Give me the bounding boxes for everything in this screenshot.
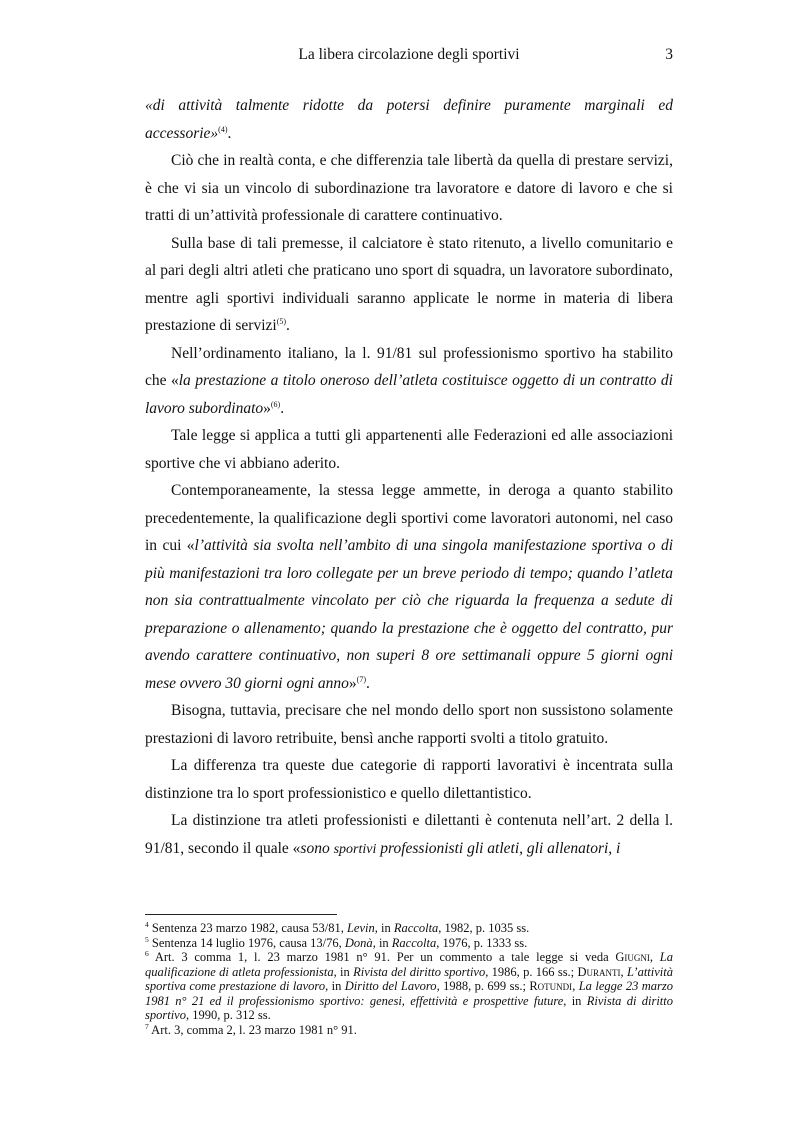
footnote-text: La legge 23 marzo 1981 n° 21 ed il professionismo sportivo: genesi, effettività e prospettive future [145, 979, 674, 1008]
footnote-separator [145, 914, 337, 915]
paragraph-text: La distinzione tra atleti professionisti e dilettanti è contenuta nell’art. 2 della l. 91/81, secondo il quale « [145, 812, 673, 857]
footnote-text: Raccolta [393, 921, 439, 935]
paragraph-text: . [227, 124, 232, 142]
paragraph-text: . [366, 674, 370, 692]
footnote-text: , in [372, 935, 392, 950]
paragraph-text: La differenza tra queste due categorie di rapporti lavorativi è incentrata sulla distinzione tra lo sport professionistico e quello dilettantistico. [145, 757, 673, 802]
paragraph-text: » [348, 674, 357, 692]
paragraph-1 [145, 92, 673, 147]
footnote-4 [145, 921, 673, 936]
quote-text: sono [300, 839, 334, 857]
footnote-text: Rivista di diritto sportivo [145, 993, 673, 1022]
paragraph-4 [145, 340, 673, 423]
footnote-number: 4 [145, 920, 149, 929]
page-number: 3 [665, 46, 673, 63]
footnote-7 [145, 1023, 673, 1038]
footnote-text: , 1982, p. 1035 ss. [438, 921, 530, 935]
paragraph-8 [145, 752, 673, 807]
footnote-text: , in [374, 921, 394, 935]
footnotes [145, 921, 673, 1037]
footnote-text: L’attività sportiva come prestazione di lavoro [145, 964, 674, 993]
paragraph-9 [145, 807, 673, 863]
quote-text: la prestazione a titolo oneroso dell’atleta costituisce oggetto di un contratto di lavoro subordinato [145, 372, 673, 417]
paragraph-3 [145, 230, 673, 340]
paragraph-7 [145, 697, 673, 752]
footnote-text: , [649, 950, 660, 964]
paragraph-text: Contemporaneamente, la stessa legge ammette, in deroga a quanto stabilito precedentemente, la qualificazione degli sportivi come lavoratori autonomi, nel caso in cui « [145, 482, 673, 554]
quote-text: «di attività talmente ridotte da potersi definire puramente marginali ed accessorie» [145, 97, 673, 142]
footnote-text: , 1976, p. 1333 ss. [436, 935, 528, 950]
footnote-text: Sentenza 14 luglio 1976, causa 13/76, [148, 935, 345, 950]
paragraph-2 [145, 147, 673, 230]
footnote-text: , [620, 964, 627, 979]
quote-text: professionisti gli atleti, gli allenatori, i [376, 839, 621, 857]
paragraph-text: Sulla base di tali premesse, il calciatore è stato ritenuto, a livello comunitario e al pari degli altri atleti che praticano uno sport di squadra, un lavoratore subordinato, mentre agli sportivi individuali saranno applicate le norme in materia di libera prestazione di servizi [145, 234, 673, 334]
footnote-ref-5[interactable]: (5) [276, 317, 287, 326]
footnote-text: Levin [346, 921, 375, 935]
footnote-text: Rivista del diritto sportivo [353, 964, 486, 979]
footnote-ref-6[interactable]: (6) [270, 399, 281, 409]
author-name: Giugni [615, 950, 650, 964]
footnote-text: La qualificazione di atleta professionista [145, 950, 673, 979]
quote-text: l’attività sia svolta nell’ambito di una singola manifestazione sportiva o di più manifestazioni tra loro collegate per un breve periodo di tempo; quando l’atleta non sia contrattualmente vincolato per ciò che riguarda la frequenza a sedute di preparazione o allenamento; quando la prestazione che è oggetto del contratto, pur avendo carattere continuativo, non superi 8 ore settimanali oppure 5 giorni ogni mese ovvero 30 giorni ogni anno [145, 537, 674, 692]
footnote-number: 5 [145, 934, 149, 944]
paragraph-text: Ciò che in realtà conta, e che differenzia tale libertà da quella di prestare servizi, è che vi sia un vincolo di subordinazione tra lavoratore e datore di lavoro e che si tratti di un’attività professionale di carattere continuativo. [145, 152, 673, 224]
paragraph-text: . [280, 399, 285, 417]
footnote-text: , in [563, 993, 587, 1008]
footnote-number: 7 [145, 1021, 149, 1031]
paragraph-text: Tale legge si applica a tutti gli appartenenti alle Federazioni ed alle associazioni sportive che vi abbiano aderito. [145, 427, 673, 472]
footnote-text: Sentenza 23 marzo 1982, causa 53/81, [148, 921, 347, 935]
quote-text: sportivi [333, 841, 377, 857]
author-name: Rotundi [529, 979, 573, 993]
footnote-text: , in [333, 964, 354, 979]
footnote-ref-7[interactable]: (7) [356, 674, 366, 684]
footnote-ref-4[interactable]: (4) [218, 124, 228, 134]
running-header [145, 46, 673, 68]
paragraph-5 [145, 422, 673, 477]
footnote-text: Raccolta [391, 935, 437, 950]
footnote-text: , in [325, 979, 345, 993]
footnote-text: Diritto del Lavoro [344, 979, 437, 993]
footnote-text: Art. 3 comma 1, l. 23 marzo 1981 n° 91. Per un commento a tale legge si veda [148, 950, 616, 964]
paragraph-text: . [286, 317, 290, 334]
footnote-text: Donà [344, 935, 373, 950]
footnote-text: , 1988, p. 699 ss.; [436, 979, 530, 993]
paragraph-6 [145, 477, 673, 697]
footnote-text: , 1986, p. 166 ss.; [485, 964, 578, 979]
main-text [145, 92, 673, 863]
footnote-text: , 1990, p. 312 ss. [185, 1008, 271, 1022]
footnote-text: Art. 3, comma 2, l. 23 marzo 1981 n° 91. [148, 1022, 357, 1037]
paragraph-text: Bisogna, tuttavia, precisare che nel mondo dello sport non sussistono solamente prestazioni di lavoro retribuite, bensì anche rapporti svolti a titolo gratuito. [145, 702, 673, 747]
footnote-6 [145, 950, 673, 1023]
running-header-title: La libera circolazione degli sportivi [298, 46, 520, 63]
paragraph-text: » [263, 399, 271, 417]
author-name: Duranti [577, 964, 621, 979]
footnote-text: , [572, 979, 579, 993]
paragraph-text: Nell’ordinamento italiano, la l. 91/81 sul professionismo sportivo ha stabilito che « [145, 344, 673, 389]
footnote-number: 6 [145, 949, 149, 958]
footnote-5 [145, 936, 673, 951]
